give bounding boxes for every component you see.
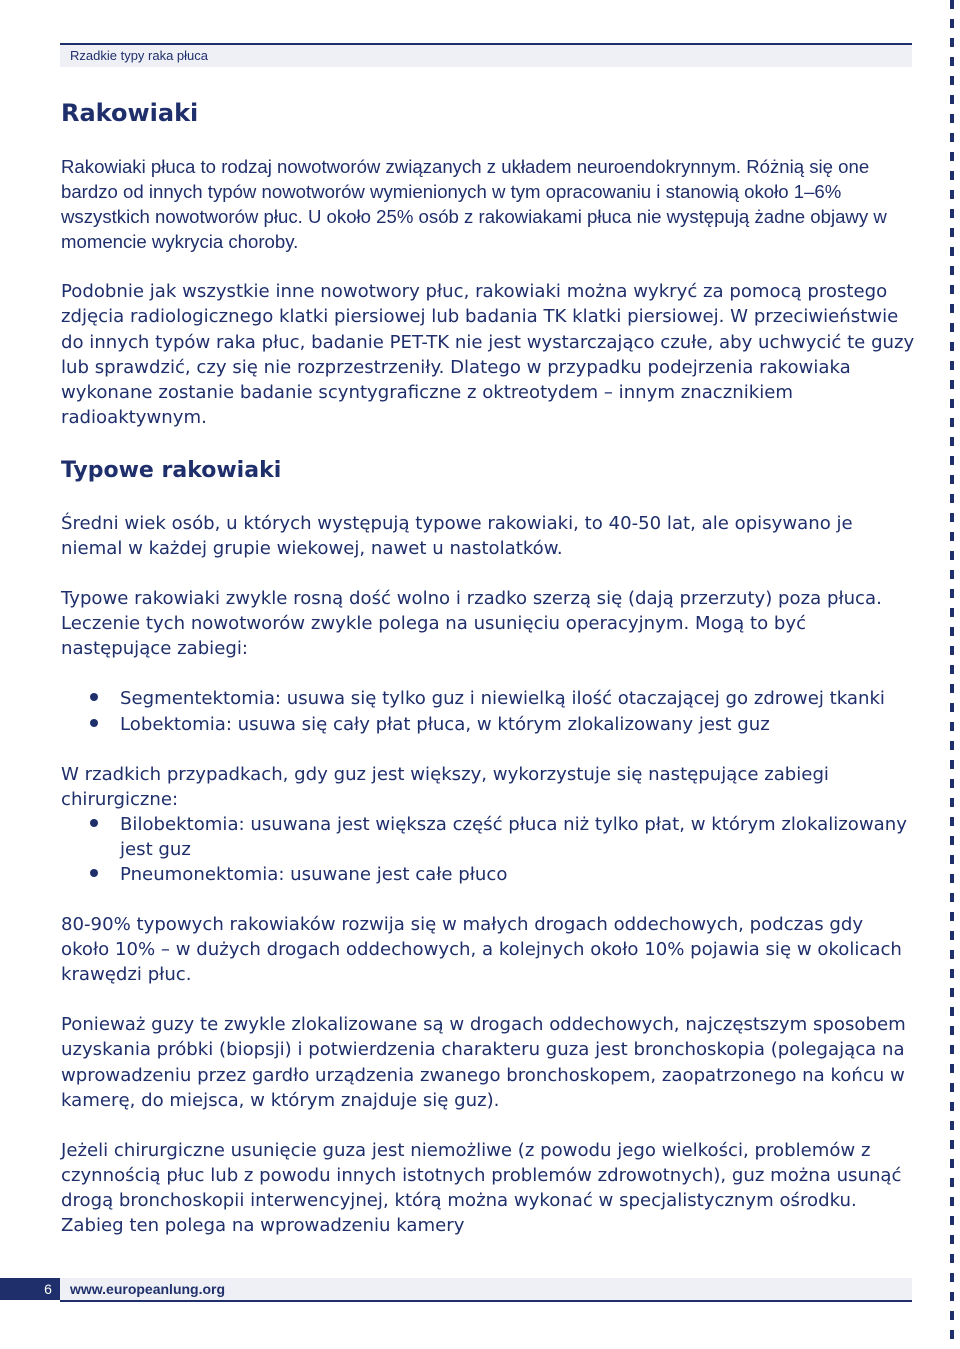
procedure-list-2 (61, 812, 916, 887)
running-header: Rzadkie typy raka płuca (70, 48, 209, 63)
bullet-icon (90, 719, 98, 727)
heading-rakowiaki: Rakowiaki (61, 99, 199, 127)
list-item: Pneumonektomia: usuwane jest całe płuco (61, 862, 916, 887)
bullet-icon (90, 819, 98, 827)
paragraph-interventional: Jeżeli chirurgiczne usunięcie guza jest niemożliwe (z powodu jego wielkości, problemów z czynnością płuc lub z powodu innych istotnych problemów zdrowotnych), guz można usunąć drogą bronchoskopii interwencyjnej, którą można wykonać w specjalistycznym ośrodku. Zabieg ten polega na wprowadzeniu kamery (61, 1139, 902, 1236)
paragraph-treatment: Typowe rakowiaki zwykle rosną dość wolno i rzadko szerzą się (dają przerzuty) poza płuca. Leczenie tych nowotworów zwykle polega na usunięciu operacyjnym. Mogą to być następujące zabiegi: (61, 588, 882, 660)
paragraph-location: 80-90% typowych rakowiaków rozwija się w małych drogach oddechowych, podczas gdy około 10% – w dużych drogach oddechowych, a kolejnych około 10% pojawia się w okolicach krawędzi płuc. (61, 914, 902, 986)
bullet-icon (90, 693, 98, 701)
footer-rule (60, 1300, 912, 1302)
procedure-list-1 (61, 686, 916, 736)
list-item: Segmentektomia: usuwa się tylko guz i niewielką ilość otaczającej go zdrowej tkanki (61, 686, 916, 711)
paragraph-rare-cases: W rzadkich przypadkach, gdy guz jest większy, wykorzystuje się następujące zabiegi chirurgiczne: (61, 763, 829, 810)
right-margin-dashes (950, 0, 954, 1349)
list-item: Bilobektomia: usuwana jest większa część płuca niż tylko płat, w którym zlokalizowany jest guz (61, 812, 916, 862)
paragraph-intro: Rakowiaki płuca to rodzaj nowotworów związanych z układem neuroendokrynnym. Różnią się one bardzo od innych typów nowotworów wymienionych w tym opracowaniu i stanowią około 1–6% wszystkich nowotworów płuc. U około 25% osób z rakowiakami płuca nie występują żadne objawy w momencie wykrycia choroby. (61, 156, 887, 253)
footer-url-link[interactable]: www.europeanlung.org (70, 1281, 226, 1297)
paragraph-age: Średni wiek osób, u których występują typowe rakowiaki, to 40-50 lat, ale opisywano je niemal w każdej grupie wiekowej, nawet u nastolatków. (61, 512, 853, 560)
paragraph-bronchoscopy: Ponieważ guzy te zwykle zlokalizowane są w drogach oddechowych, najczęstszym sposobem uzyskania próbki (biopsji) i potwierdzenia charakteru guza jest bronchoskopia (polegająca na wprowadzeniu przez gardło urządzenia zwanego bronchoskopem, zaopatrzonego na końcu w kamerę, do miejsca, w którym znajduje się guz). (61, 1014, 906, 1111)
bullet-icon (90, 869, 98, 877)
page-number: 6 (44, 1281, 52, 1297)
heading-typowe-rakowiaki: Typowe rakowiaki (61, 457, 282, 483)
paragraph-detection: Podobnie jak wszystkie inne nowotwory płuc, rakowiaki można wykryć za pomocą prostego zdjęcia radiologicznego klatki piersiowej lub badania TK klatki piersiowej. W przeciwieństwie do innych typów raka płuc, badanie PET-TK nie jest wystarczająco czułe, aby uchwycić te guzy lub sprawdzić, czy się nie rozprzestrzeniły. Dlatego w przypadku podejrzenia rakowiaka wykonane zostanie badanie scyntygraficzne z oktreotydem – innym znacznikiem radioaktywnym. (61, 281, 915, 428)
list-item: Lobektomia: usuwa się cały płat płuca, w którym zlokalizowany jest guz (61, 712, 916, 737)
page-content (61, 96, 916, 1238)
